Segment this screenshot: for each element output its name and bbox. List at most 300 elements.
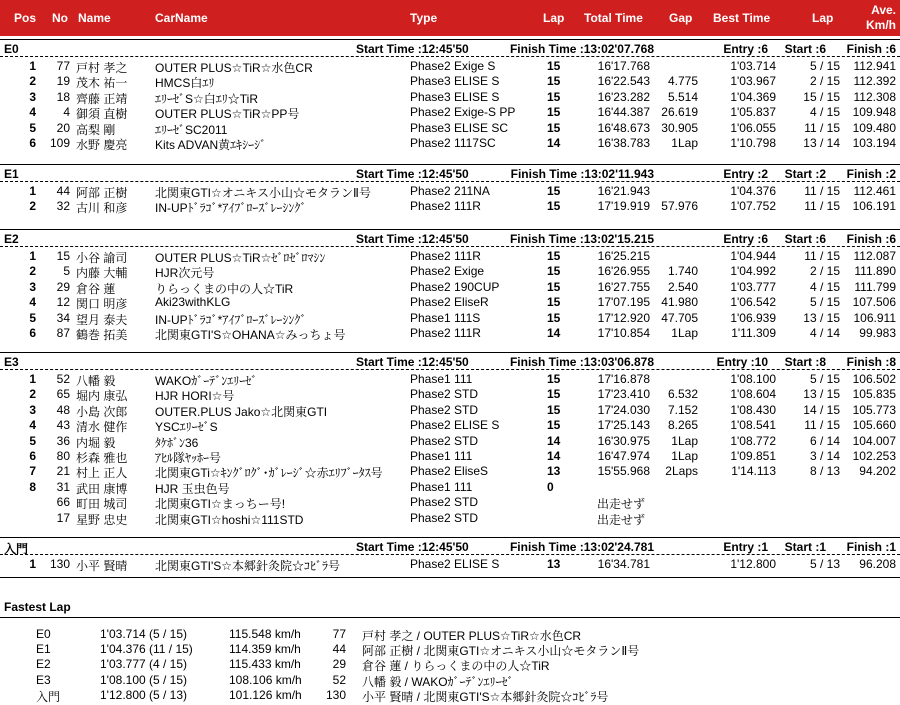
best-lap-cell: 5 / 13 xyxy=(809,557,840,571)
car-name-cell: りらっくまの中の人☆TiR xyxy=(155,281,294,296)
class-header xyxy=(0,166,900,181)
driver-name-cell: 高梨 剛 xyxy=(76,122,116,137)
total-time-cell: 16'25.215 xyxy=(597,249,650,263)
car-number-cell: 31 xyxy=(56,479,70,494)
gap-cell: 2.540 xyxy=(667,279,698,294)
result-row xyxy=(0,136,900,151)
total-time-cell: 16'27.755 xyxy=(597,279,650,294)
best-time-cell: 1'05.837 xyxy=(730,105,776,120)
col-carname: CarName xyxy=(155,11,208,25)
gap-cell: 4.775 xyxy=(667,74,698,89)
class-entry: Entry :6 xyxy=(723,232,768,246)
class-entry: Entry :10 xyxy=(716,355,768,369)
total-time-cell: 16'44.387 xyxy=(597,105,650,120)
laps-cell: 15 xyxy=(547,184,561,198)
class-name: E3 xyxy=(4,355,19,369)
best-lap-cell: 4 / 15 xyxy=(809,279,840,294)
class-divider xyxy=(0,352,900,353)
driver-name-cell: 望月 泰夫 xyxy=(76,312,128,327)
fastest-lap-row xyxy=(0,688,900,703)
total-time-cell: 16'47.974 xyxy=(597,449,650,463)
pos-cell: 5 xyxy=(29,433,36,448)
total-time-cell: 出走せず xyxy=(597,512,646,527)
fastest-lap-title: Fastest Lap xyxy=(4,600,71,614)
pos-cell: 1 xyxy=(29,249,36,263)
best-time-cell: 1'03.967 xyxy=(730,74,776,89)
result-row xyxy=(0,184,900,199)
total-time-cell: 17'16.878 xyxy=(597,372,650,386)
car-number-cell: 87 xyxy=(56,326,70,340)
best-time-cell: 1'04.944 xyxy=(730,249,776,263)
driver-name-cell: 内藤 大輔 xyxy=(76,266,128,281)
col-no: No xyxy=(52,11,68,25)
fastest-class: E3 xyxy=(36,672,51,687)
driver-name-cell: 小平 賢晴 xyxy=(76,559,128,573)
gap-cell: 1Lap xyxy=(671,433,698,448)
car-name-cell: HJR 玉虫色号 xyxy=(155,481,230,496)
result-row xyxy=(0,59,900,74)
laps-cell: 15 xyxy=(547,418,561,433)
class-finish-count: Finish :8 xyxy=(846,355,896,369)
ave-speed-cell: 96.208 xyxy=(859,557,896,571)
car-number-cell: 77 xyxy=(56,59,70,73)
class-header xyxy=(0,231,900,246)
car-number-cell: 12 xyxy=(56,295,70,310)
col-lap: Lap xyxy=(543,11,565,25)
class-start-time: Start Time :12:45'50 xyxy=(356,232,469,246)
pos-cell: 2 xyxy=(29,74,36,89)
laps-cell: 15 xyxy=(547,372,561,386)
total-time-cell: 17'19.919 xyxy=(597,199,650,214)
class-header xyxy=(0,354,900,369)
ave-speed-cell: 109.948 xyxy=(852,105,896,120)
fastest-car-number: 44 xyxy=(332,642,346,657)
ave-speed-cell: 103.194 xyxy=(852,136,896,150)
total-time-cell: 17'07.195 xyxy=(597,295,650,310)
laps-cell: 15 xyxy=(547,295,561,310)
laps-cell: 14 xyxy=(547,449,561,463)
total-time-cell: 17'24.030 xyxy=(597,402,650,417)
gap-cell: 1.740 xyxy=(667,264,698,279)
result-row xyxy=(0,105,900,120)
class-finish-count: Finish :6 xyxy=(846,232,896,246)
laps-cell: 13 xyxy=(547,557,561,571)
car-number-cell: 15 xyxy=(56,249,70,263)
col-total-time: Total Time xyxy=(584,11,643,25)
result-row xyxy=(0,90,900,105)
car-name-cell: ｱﾋﾙ隊ﾔｯﾎｰ号 xyxy=(155,451,222,465)
total-time-cell: 17'12.920 xyxy=(597,310,650,325)
gap-cell: 1Lap xyxy=(671,136,698,150)
result-row xyxy=(0,387,900,402)
type-cell: Phase2 111R xyxy=(410,249,481,263)
type-cell: Phase2 ELISE S xyxy=(410,418,500,433)
gap-cell: 30.905 xyxy=(661,120,698,135)
result-row xyxy=(0,280,900,295)
ave-speed-cell: 112.087 xyxy=(853,249,896,263)
ave-speed-cell: 106.911 xyxy=(853,310,896,325)
class-dashed-divider xyxy=(0,246,900,247)
class-finish-time: Finish Time :13:02'24.781 xyxy=(509,540,654,554)
fastest-car-number: 29 xyxy=(332,657,346,672)
total-time-cell: 16'17.768 xyxy=(597,59,650,73)
laps-cell: 15 xyxy=(547,89,561,104)
col-ave-line1: Ave. xyxy=(871,3,896,17)
car-name-cell: 北関東GTI☆まっちー号! xyxy=(155,497,286,512)
car-name-cell: OUTER PLUS☆TiR☆水色CR xyxy=(155,61,313,75)
col-name: Name xyxy=(78,11,111,25)
col-best-time: Best Time xyxy=(713,11,771,25)
best-time-cell: 1'04.376 xyxy=(730,184,776,198)
type-cell: Phase1 111 xyxy=(410,479,473,494)
type-cell: Phase2 EliseS xyxy=(410,464,489,479)
fastest-speed: 101.126 km/h xyxy=(229,687,302,702)
class-finish-count: Finish :6 xyxy=(846,42,896,56)
driver-name-cell: 星野 忠史 xyxy=(76,512,128,527)
best-time-cell: 1'08.430 xyxy=(730,402,776,417)
best-time-cell: 1'08.604 xyxy=(730,387,776,402)
total-time-cell: 17'23.410 xyxy=(597,387,650,402)
col-ave xyxy=(866,3,896,33)
class-start-count: Start :6 xyxy=(784,42,826,56)
class-start-time: Start Time :12:45'50 xyxy=(356,355,469,369)
class-divider xyxy=(0,39,900,40)
type-cell: Phase2 Exige-S PP xyxy=(410,105,516,120)
car-name-cell: HJR HORI☆号 xyxy=(155,389,235,404)
best-time-cell: 1'04.992 xyxy=(730,264,776,279)
class-start-time: Start Time :12:45'50 xyxy=(356,540,469,554)
best-lap-cell: 11 / 15 xyxy=(804,249,840,263)
class-name: E2 xyxy=(4,232,19,246)
car-name-cell: WAKOｶﾞｰﾃﾞﾝｴﾘｰｾﾞ xyxy=(155,374,258,388)
fastest-time: 1'08.100 (5 / 15) xyxy=(100,672,188,687)
best-lap-cell: 11 / 15 xyxy=(804,418,840,433)
driver-name-cell: 小島 次郎 xyxy=(76,404,128,419)
car-number-cell: 44 xyxy=(56,184,70,198)
car-number-cell: 52 xyxy=(56,372,70,386)
best-lap-cell: 6 / 14 xyxy=(809,433,840,448)
best-lap-cell: 11 / 15 xyxy=(804,199,840,214)
ave-speed-cell: 111.890 xyxy=(854,264,896,279)
ave-speed-cell: 112.461 xyxy=(853,184,896,198)
ave-speed-cell: 112.308 xyxy=(853,89,896,104)
laps-cell: 0 xyxy=(547,479,554,494)
fastest-class: E1 xyxy=(36,642,51,657)
laps-cell: 15 xyxy=(547,199,561,214)
type-cell: Phase2 STD xyxy=(410,433,479,448)
laps-cell: 14 xyxy=(547,433,561,448)
type-cell: Phase2 111R xyxy=(410,199,481,214)
result-row xyxy=(0,418,900,433)
result-row xyxy=(0,495,900,510)
driver-name-cell: 茂木 祐一 xyxy=(76,76,128,91)
pos-cell: 4 xyxy=(29,105,36,120)
total-time-cell: 16'38.783 xyxy=(597,136,650,150)
class-entry: Entry :6 xyxy=(723,42,768,56)
car-name-cell: IN-UPﾄﾞﾗｺﾞ*ｱｲﾌﾞﾛｰｽﾞﾚｰｼﾝｸﾞ xyxy=(155,312,307,327)
type-cell: Phase2 EliseR xyxy=(410,295,489,310)
driver-name-cell: 関口 明彦 xyxy=(76,297,128,312)
car-name-cell: ｴﾘｰｾﾞSC2011 xyxy=(155,122,228,137)
class-header xyxy=(0,539,900,554)
car-name-cell: ﾀｹﾎﾞﾝ36 xyxy=(155,435,199,450)
fastest-lap-row xyxy=(0,673,900,688)
fastest-lap-row xyxy=(0,627,900,642)
car-number-cell: 43 xyxy=(56,418,70,433)
fastest-time: 1'04.376 (11 / 15) xyxy=(100,642,193,657)
pos-cell: 6 xyxy=(29,136,36,150)
class-divider xyxy=(0,229,900,230)
fastest-speed: 115.548 km/h xyxy=(229,627,301,641)
fastest-driver: 倉谷 蓮 / りらっくまの中の人☆TiR xyxy=(362,659,550,674)
ave-speed-cell: 94.202 xyxy=(859,464,896,479)
fastest-class: 入門 xyxy=(36,689,61,704)
best-lap-cell: 14 / 15 xyxy=(803,402,840,417)
result-row xyxy=(0,199,900,214)
fastest-class: E2 xyxy=(36,657,51,672)
driver-name-cell: 町田 城司 xyxy=(76,497,128,512)
pos-cell: 1 xyxy=(29,557,36,571)
best-time-cell: 1'06.542 xyxy=(730,295,776,310)
gap-cell: 5.514 xyxy=(667,89,698,104)
best-lap-cell: 11 / 15 xyxy=(804,184,840,198)
gap-cell: 41.980 xyxy=(661,295,698,310)
car-number-cell: 65 xyxy=(56,387,70,402)
type-cell: Phase2 STD xyxy=(410,510,479,525)
class-finish-count: Finish :2 xyxy=(846,167,896,181)
best-lap-cell: 13 / 15 xyxy=(803,310,840,325)
pos-cell: 8 xyxy=(29,479,36,494)
class-divider xyxy=(0,537,900,538)
pos-cell: 1 xyxy=(29,372,36,386)
class-finish-time: Finish Time :13:02'15.215 xyxy=(509,232,654,246)
car-name-cell: 北関東GTI☆オニキス小山☆モタランⅡ号 xyxy=(155,186,371,200)
class-finish-time: Finish Time :13:02'07.768 xyxy=(509,42,654,56)
class-name: E0 xyxy=(4,42,19,56)
fastest-driver: 小平 賢晴 / 北関東GTI'S☆本郷針灸院☆ｺﾋﾞﾗ号 xyxy=(362,689,609,704)
car-name-cell: Aki23withKLG xyxy=(155,295,231,310)
laps-cell: 14 xyxy=(547,136,561,150)
class-entry: Entry :1 xyxy=(723,540,768,554)
driver-name-cell: 古川 和彦 xyxy=(76,201,128,216)
car-number-cell: 5 xyxy=(63,264,70,279)
pos-cell: 4 xyxy=(29,295,36,310)
class-start-count: Start :2 xyxy=(784,167,826,181)
fastest-time: 1'03.714 (5 / 15) xyxy=(100,627,188,641)
car-name-cell: HMCS白ｴﾘ xyxy=(155,76,215,91)
laps-cell: 15 xyxy=(547,74,561,89)
best-lap-cell: 2 / 15 xyxy=(809,264,840,279)
fastest-car-number: 77 xyxy=(332,627,346,641)
fastest-time: 1'03.777 (4 / 15) xyxy=(100,657,188,672)
car-name-cell: HJR次元号 xyxy=(155,266,215,281)
result-row xyxy=(0,557,900,572)
result-row xyxy=(0,249,900,264)
best-lap-cell: 15 / 15 xyxy=(803,89,840,104)
car-name-cell: Kits ADVAN黄ｴｷｼｰｼﾞ xyxy=(155,138,267,152)
type-cell: Phase2 1117SC xyxy=(410,136,496,150)
result-row xyxy=(0,511,900,526)
car-name-cell: OUTER PLUS☆TiR☆PP号 xyxy=(155,107,300,122)
driver-name-cell: 杉森 雅也 xyxy=(76,451,128,465)
ave-speed-cell: 105.773 xyxy=(852,402,896,417)
pos-cell: 2 xyxy=(29,264,36,279)
driver-name-cell: 鶴巻 拓美 xyxy=(76,328,128,342)
ave-speed-cell: 99.983 xyxy=(859,326,896,340)
laps-cell: 13 xyxy=(547,464,561,479)
result-row xyxy=(0,121,900,136)
best-time-cell: 1'04.369 xyxy=(730,89,776,104)
col-best-lap: Lap xyxy=(812,11,834,25)
class-name: 入門 xyxy=(4,542,29,556)
best-time-cell: 1'14.113 xyxy=(731,464,776,479)
col-pos: Pos xyxy=(14,11,37,25)
type-cell: Phase2 STD xyxy=(410,387,479,402)
car-number-cell: 34 xyxy=(56,310,70,325)
driver-name-cell: 齊藤 正靖 xyxy=(76,91,128,106)
best-time-cell: 1'06.055 xyxy=(730,120,776,135)
driver-name-cell: 小谷 諭司 xyxy=(76,251,128,265)
type-cell: Phase1 111 xyxy=(410,372,473,386)
total-time-cell: 16'34.781 xyxy=(597,557,650,571)
total-time-cell: 15'55.968 xyxy=(597,464,650,479)
best-time-cell: 1'10.798 xyxy=(730,136,776,150)
best-time-cell: 1'08.100 xyxy=(730,372,776,386)
result-row xyxy=(0,480,900,495)
best-lap-cell: 3 / 14 xyxy=(809,449,840,463)
driver-name-cell: 阿部 正樹 xyxy=(76,186,128,200)
gap-cell: 26.619 xyxy=(661,105,698,120)
col-type: Type xyxy=(410,11,438,25)
car-name-cell: OUTER.PLUS Jako☆北関東GTI xyxy=(155,404,328,419)
laps-cell: 15 xyxy=(547,310,561,325)
car-name-cell: 北関東GTI'S☆OHANA☆みっちょ号 xyxy=(155,328,346,342)
car-name-cell: 北関東GTI☆hoshi☆111STD xyxy=(155,512,304,527)
class-start-time: Start Time :12:45'50 xyxy=(356,167,469,181)
result-row xyxy=(0,372,900,387)
type-cell: Phase2 STD xyxy=(410,495,479,510)
total-time-cell: 16'23.282 xyxy=(597,89,650,104)
fastest-driver: 阿部 正樹 / 北関東GTI☆オニキス小山☆モタランⅡ号 xyxy=(362,644,640,659)
pos-cell: 1 xyxy=(29,59,36,73)
type-cell: Phase2 211NA xyxy=(410,184,490,198)
laps-cell: 15 xyxy=(547,105,561,120)
car-number-cell: 29 xyxy=(56,279,70,294)
pos-cell: 1 xyxy=(29,184,36,198)
pos-cell: 3 xyxy=(29,402,36,417)
car-number-cell: 32 xyxy=(56,199,70,214)
pos-cell: 4 xyxy=(29,418,36,433)
driver-name-cell: 清水 健作 xyxy=(76,420,128,435)
ave-speed-cell: 109.480 xyxy=(852,120,896,135)
car-number-cell: 109 xyxy=(49,136,70,150)
class-finish-time: Finish Time :13:02'11.943 xyxy=(510,167,654,181)
total-time-cell: 17'10.854 xyxy=(597,326,650,340)
driver-name-cell: 村上 正人 xyxy=(76,466,128,481)
driver-name-cell: 武田 康博 xyxy=(76,481,128,496)
result-row xyxy=(0,464,900,479)
result-row xyxy=(0,264,900,279)
type-cell: Phase2 STD xyxy=(410,402,479,417)
class-header xyxy=(0,41,900,56)
car-number-cell: 4 xyxy=(63,105,70,120)
car-number-cell: 21 xyxy=(56,464,70,479)
car-number-cell: 80 xyxy=(56,449,70,463)
type-cell: Phase1 111S xyxy=(410,310,481,325)
car-number-cell: 48 xyxy=(56,402,70,417)
car-name-cell: OUTER PLUS☆TiR☆ｾﾞﾛｾﾞﾛﾏｼﾝ xyxy=(155,251,326,265)
pos-cell: 5 xyxy=(29,310,36,325)
col-gap: Gap xyxy=(669,11,693,25)
result-row xyxy=(0,326,900,341)
pos-cell: 7 xyxy=(29,464,36,479)
best-time-cell: 1'08.541 xyxy=(730,418,776,433)
laps-cell: 15 xyxy=(547,59,561,73)
fastest-speed: 108.106 km/h xyxy=(229,672,302,687)
best-time-cell: 1'03.777 xyxy=(730,279,776,294)
laps-cell: 15 xyxy=(547,249,561,263)
car-number-cell: 18 xyxy=(56,89,70,104)
pos-cell: 2 xyxy=(29,387,36,402)
total-time-cell: 17'25.143 xyxy=(597,418,650,433)
fastest-speed: 114.359 km/h xyxy=(229,642,301,657)
car-number-cell: 66 xyxy=(56,495,70,510)
driver-name-cell: 八幡 毅 xyxy=(76,374,116,388)
best-lap-cell: 11 / 15 xyxy=(804,120,840,135)
total-time-cell: 16'22.543 xyxy=(597,74,650,89)
class-dashed-divider xyxy=(0,56,900,57)
best-time-cell: 1'07.752 xyxy=(730,199,776,214)
results-header xyxy=(0,0,900,36)
class-entry: Entry :2 xyxy=(723,167,768,181)
type-cell: Phase2 190CUP xyxy=(410,279,500,294)
ave-speed-cell: 105.835 xyxy=(852,387,896,402)
fastest-time: 1'12.800 (5 / 13) xyxy=(100,687,188,702)
car-number-cell: 130 xyxy=(49,557,70,571)
best-lap-cell: 2 / 15 xyxy=(809,74,840,89)
gap-cell: 47.705 xyxy=(661,310,698,325)
type-cell: Phase1 111 xyxy=(410,449,473,463)
type-cell: Phase2 ELISE S xyxy=(410,557,500,571)
pos-cell: 6 xyxy=(29,326,36,340)
fastest-car-number: 52 xyxy=(332,672,346,687)
car-name-cell: 北関東GTI'S☆本郷針灸院☆ｺﾋﾞﾗ号 xyxy=(155,559,341,573)
total-time-cell: 16'30.975 xyxy=(597,433,650,448)
pos-cell: 6 xyxy=(29,449,36,463)
car-number-cell: 36 xyxy=(56,433,70,448)
best-lap-cell: 4 / 14 xyxy=(809,326,840,340)
result-row xyxy=(0,74,900,89)
type-cell: Phase3 ELISE S xyxy=(410,89,500,104)
class-start-count: Start :6 xyxy=(784,232,826,246)
gap-cell: 8.265 xyxy=(667,418,698,433)
laps-cell: 15 xyxy=(547,120,561,135)
ave-speed-cell: 104.007 xyxy=(852,433,896,448)
class-finish-time: Finish Time :13:03'06.878 xyxy=(509,355,654,369)
laps-cell: 14 xyxy=(547,326,561,340)
type-cell: Phase2 Exige xyxy=(410,264,485,279)
result-row xyxy=(0,311,900,326)
car-name-cell: YSCｴﾘｰｾﾞS xyxy=(155,420,218,435)
best-lap-cell: 8 / 13 xyxy=(809,464,840,479)
laps-cell: 15 xyxy=(547,387,561,402)
total-time-cell: 16'48.673 xyxy=(597,120,650,135)
result-row xyxy=(0,295,900,310)
class-dashed-divider xyxy=(0,554,900,555)
ave-speed-cell: 106.191 xyxy=(852,199,896,214)
gap-cell: 6.532 xyxy=(667,387,698,402)
ave-speed-cell: 106.502 xyxy=(852,372,896,386)
